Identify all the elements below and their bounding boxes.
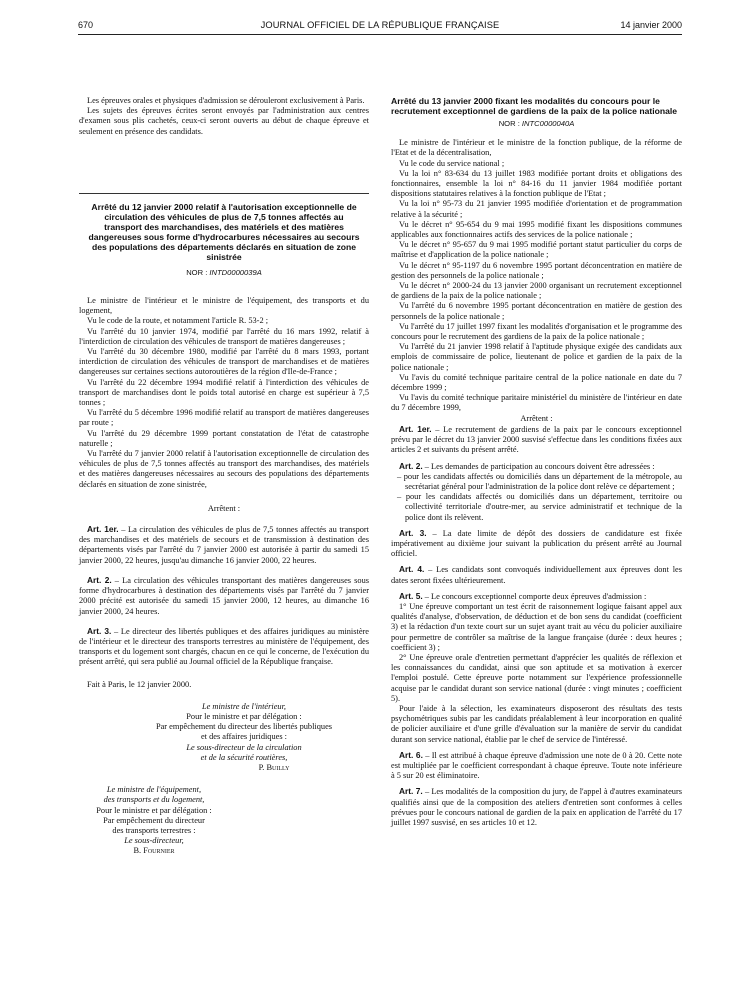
article [79, 626, 369, 668]
paragraph: Vu l'arrêté du 6 novembre 1995 portant déconcentration en matière de gestion des personnels de la police nationale ; [391, 301, 682, 321]
paragraph: Vu l'arrêté du 5 décembre 1996 modifié relatif au transport de matières dangereuses par route ; [79, 408, 369, 428]
paragraph: Vu le décret n° 95-1197 du 6 novembre 1995 portant déconcentration en matière de gestion des personnels de la police nationale ; [391, 260, 682, 280]
paragraph: Vu la loi n° 83-634 du 13 juillet 1983 modifiée portant droits et obligations des fonctionnaires, ensemble la loi n° 84-16 du 11 janvier 1984 modifiée portant dispositions statutaires relatives à la fonction publique de l'Etat ; [391, 168, 682, 199]
paragraph: Vu l'arrêté du 29 décembre 1999 portant constatation de l'état de catastrophe naturelle ; [79, 428, 369, 448]
paragraph: Vu l'arrêté du 17 juillet 1997 fixant les modalités d'organisation et le programme des concours pour le recrutement des gardiens de la paix de la police nationale ; [391, 321, 682, 342]
article [391, 528, 682, 560]
article-text: – Les modalités de la composition du jury, de l'appel à d'autres examinateurs qualifiés ainsi que de la composition des ateliers d'entretien sont conformes à celles prévues pour le concours national de gardien de la paix en application de l'arrêté du 17 juillet 1997 susvisé, en ses articles 10 et 12. [391, 787, 682, 827]
list-item: – pour les candidats affectés ou domiciliés dans un département de la métropole, au secrétariat général pour l'administration de la police dont relève ce département ; [397, 471, 682, 491]
article [391, 424, 682, 456]
article [391, 786, 682, 828]
article-label: Art. 3. [399, 527, 427, 538]
paragraph: Vu le code du service national ; [399, 158, 505, 168]
article-label: Art. 4. [399, 564, 425, 575]
paragraph: Vu le code de la route, et notamment l'article R. 53-2 ; [87, 316, 269, 326]
nor-code: INTC0000040A [521, 119, 575, 128]
signatory-name: P. Builly [258, 762, 290, 772]
signature-line: Par empêchement du directeur des libertés publiques [155, 722, 333, 732]
paragraph: Vu l'arrêté du 30 décembre 1980, modifié par l'arrêté du 8 mars 1993, portant interdiction de circulation des véhicules de transport de marchandises et de matières dangereuses sur certaines sections autoroutières de la région d'Ile-de-France ; [79, 347, 369, 377]
signature-role: des transports et du logement, [103, 795, 205, 805]
signature-role: Le ministre de l'intérieur, [202, 701, 286, 711]
article-label: Art. 7. [399, 786, 423, 797]
signature-line [79, 785, 229, 795]
article [391, 461, 682, 472]
article [391, 564, 682, 585]
nor-label: NOR : [498, 119, 522, 128]
signature-line: Pour le ministre et par délégation : [186, 711, 302, 721]
right-column [391, 96, 682, 828]
paragraph: Vu l'avis du comité technique paritaire central de la police nationale en date du 7 décembre 1999 ; [391, 372, 682, 393]
signature-role: Le sous-directeur de la circulation [186, 742, 302, 752]
paragraph: Vu l'arrêté du 7 janvier 2000 relatif à l'autorisation exceptionnelle de circulation des véhicules de plus de 7,5 tonnes affectés au transport des marchandises, des matériels et des matières dangereuses nécessaires au secours des populations des départements déclarés en situation de zone sinistrée, [79, 449, 369, 489]
signature-date: Fait à Paris, le 12 janvier 2000. [87, 679, 192, 689]
nor-reference [79, 268, 369, 278]
signature-line [79, 795, 229, 805]
article-label: Art. 2. [399, 460, 423, 471]
signature-role: et de la sécurité routières, [200, 752, 288, 762]
article-text: – Les candidats sont convoqués individuellement aux épreuves dont les dates seront fixées ultérieurement. [391, 565, 682, 585]
paragraph: Les sujets des épreuves écrites seront envoyés par l'administration aux centres d'examen sous plis cachetés, ceux-ci seront ouverts au début de chaque épreuve et seulement en présence des candidats. [79, 106, 369, 136]
left-column [79, 96, 369, 857]
signature-line: et des affaires juridiques : [200, 732, 288, 742]
article-text: – La circulation des véhicules de plus de 7,5 tonnes affectés au transport des marchandises et des matériels de secours et de transmission à destination des départements visés par l'arrêté du 7 janvier 2000 est autorisée à partir du samedi 15 janvier 2000, 22 heures, jusqu'au dimanche 16 janvier 2000, 22 heures. [79, 525, 370, 565]
signature-line [79, 836, 229, 846]
arretent-heading: Arrêtent : [207, 503, 241, 513]
paragraph: Vu l'avis du comité technique paritaire ministériel du ministère de l'intérieur en date du 7 décembre 1999, [391, 393, 682, 413]
article [391, 591, 682, 602]
article [391, 750, 682, 782]
article [79, 524, 369, 566]
article-text: – Le recrutement de gardiens de la paix par le concours exceptionnel prévu par le décret du 13 janvier 2000 susvisé s'effectue dans les conditions fixées aux articles 2 et suivants du présent arrêté. [391, 424, 683, 455]
signature-line [119, 753, 369, 763]
article-label: Art. 3. [87, 625, 112, 636]
issue-date: 14 janvier 2000 [620, 20, 682, 30]
paragraph: Vu l'arrêté du 21 janvier 1998 relatif à l'aptitude physique exigée des candidats aux emplois de commissaire de police, lieutenant de police et gardien de la paix de la police nationale ; [391, 342, 682, 372]
paragraph: Vu la loi n° 95-73 du 21 janvier 1995 modifiée d'orientation et de programmation relative à la sécurité ; [391, 199, 682, 219]
paragraph: Vu le décret n° 95-657 du 9 mai 1995 modifié portant statut particulier du corps de maîtrise et d'application de la police nationale ; [391, 240, 682, 260]
paragraph: Vu le décret n° 95-654 du 9 mai 1995 modifié fixant les dispositions communes applicables aux fonctionnaires actifs des services de la police nationale ; [391, 219, 682, 240]
signatory-name: B. Fournier [133, 846, 175, 856]
signature-role: Le ministre de l'équipement, [106, 785, 202, 795]
section-divider [79, 193, 369, 194]
paragraph: Vu le décret n° 2000-24 du 13 janvier 2000 organisant un recrutement exceptionnel de gardiens de la paix de la police nationale ; [391, 281, 682, 301]
signature-line: des transports terrestres : [112, 825, 196, 835]
nor-label: NOR : [186, 267, 210, 277]
article-text: – Les demandes de participation au concours doivent être adressées : [422, 461, 655, 471]
paragraph: Les épreuves orales et physiques d'admission se dérouleront exclusivement à Paris. [87, 96, 365, 105]
paragraph: Pour l'aide à la sélection, les examinateurs disposeront des résultats des tests psychométriques subis par les candidats préalablement à leur incorporation en qualité de policier auxiliaire et d'une grille d'évaluation sur la manière de servir du candidat durant son service national, établie par le chef de service de l'intéressé. [391, 703, 682, 744]
paragraph: 1° Une épreuve comportant un test écrit de raisonnement logique faisant appel aux qualités d'analyse, d'observation, de déduction et de bon sens du candidat (coefficient 3) et la rédaction d'un texte court sur un sujet ayant trait au vécu du policier auxiliaire pour permettre de contrôler sa maîtrise de la langue française (durée : deux heures ; coefficient 3) ; [391, 601, 682, 652]
article-text: – Le directeur des libertés publiques et des affaires juridiques au ministère de l'intérieur et le directeur des transports terrestres au ministère de l'équipement, des transports et du logement sont chargés, chacun en ce qui le concerne, de l'exécution du présent arrêté, qui sera publié au Journal officiel de la République française. [79, 626, 370, 667]
paragraph: Vu l'arrêté du 22 décembre 1994 modifié relatif à l'interdiction des véhicules de transport de marchandises dont le poids total autorisé en charge est supérieur à 7,5 tonnes ; [79, 377, 369, 408]
paragraph: 2° Une épreuve orale d'entretien permettant d'apprécier les qualités de réflexion et les connaissances du candidat, ainsi que son aptitude et sa motivation à exercer l'emploi postulé. Cette épreuve porte notamment sur l'expérience professionnelle acquise par le candidat durant son service national (durée : vingt minutes ; coefficient 5). [391, 652, 682, 703]
signature-line [119, 702, 369, 712]
journal-title: JOURNAL OFFICIEL DE LA RÉPUBLIQUE FRANÇAISE [260, 20, 500, 30]
article-label: Art. 5. [399, 590, 423, 601]
list-item: – pour les candidats affectés ou domiciliés dans un département, territoire ou collectivité territoriale d'outre-mer, au service administratif et technique de la police dont ils relèvent. [397, 492, 682, 522]
article-label: Art. 2. [87, 574, 112, 585]
page-header [78, 20, 682, 34]
article-text: – La date limite de dépôt des dossiers de candidature est fixée impérativement au dixième jour suivant la publication du présent arrêté au Journal officiel. [391, 528, 682, 559]
article [79, 575, 369, 617]
signature-line: Par empêchement du directeur [103, 815, 205, 825]
article-text: – Le concours exceptionnel comporte deux épreuves d'admission : [422, 591, 647, 601]
paragraph: Le ministre de l'intérieur et le ministre de l'équipement, des transports et du logement, [79, 296, 369, 316]
header-rule [78, 34, 682, 35]
paragraph: Vu l'arrêté du 10 janvier 1974, modifié par l'arrêté du 16 mars 1992, relatif à l'interdiction de circulation des véhicules de transport de matières dangereuses ; [79, 326, 369, 346]
arretent-heading: Arrêtent : [520, 413, 553, 423]
article-text: – Il est attribué à chaque épreuve d'admission une note de 0 à 20. Cette note est multipliée par le coefficient correspondant à chaque épreuve. Toute note inférieure à 5 sur 20 est éliminatoire. [391, 750, 682, 781]
article-label: Art. 1er. [87, 524, 119, 535]
paragraph: Le ministre de l'intérieur et le ministre de la fonction publique, de la réforme de l'Etat et de la décentralisation, [391, 138, 682, 158]
page-number: 670 [78, 20, 94, 30]
article-label: Art. 1er. [399, 423, 432, 434]
signature-role: Le sous-directeur, [124, 836, 184, 846]
nor-reference [391, 119, 682, 129]
signature-block-interior [79, 702, 369, 773]
article-text: – La circulation des véhicules transportant des matières dangereuses sous forme d'hydrocarbures à destination des départements visés par l'arrêté du 7 janvier 2000 précité est autorisée du samedi 15 janvier 2000, 12 heures, au dimanche 16 janvier 2000, 24 heures. [79, 575, 369, 616]
decree-title: Arrêté du 13 janvier 2000 fixant les modalités du concours pour le recrutement exceptionnel de gardiens de la paix de la police nationale [391, 96, 678, 116]
decree-title: Arrêté du 12 janvier 2000 relatif à l'autorisation exceptionnelle de circulation des véhicules de plus de 7,5 tonnes affectés au transport des marchandises, des matériels et des matières dangereuses sous forme d'hydrocarbures nécessaires au secours des populations des départements déclarés en situation de zone sinistrée [88, 201, 360, 262]
signature-line [119, 743, 369, 753]
nor-code: INTD0000039A [209, 267, 262, 277]
signature-block-equipment [79, 785, 229, 856]
signature-line: Pour le ministre et par délégation : [96, 805, 212, 815]
article-label: Art. 6. [399, 749, 423, 760]
